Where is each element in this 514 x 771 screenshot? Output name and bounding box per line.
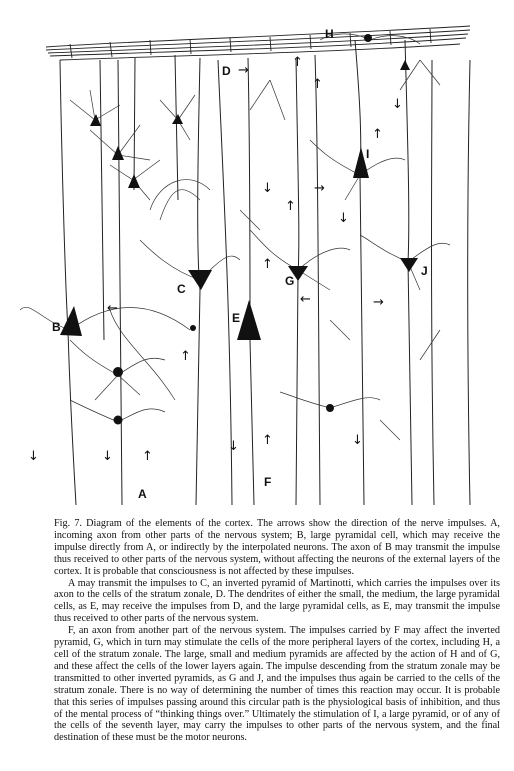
svg-text:↓: ↓ <box>228 439 239 454</box>
small-pyramid-3 <box>90 114 101 126</box>
cell-J <box>400 258 418 272</box>
caption-paragraph-3: F, an axon from another part of the nervous system. The impulses carried by F may affect the inverted pyramid, G, which in turn may stimulate the cells of the more peripheral layers of the cortex, including H, a cell of the stratum zonale. The large, small and medium pyramids are affected by the action of H and of G, and these affect the cells of the lower layers again. The impulse descending from the stratum zonale may be transmitted to other inverted pyramids, as G and J, and the impulses thus again be carried to the cells of the stratum zonale. There is no way of determining the number of times this reaction may occur. It is probable that this series of impulses passing around this circular path is the physiological basis of inhibition, and thus of the mental process of “thinking things over.” Ultimately the stimulation of I, a large pyramid, or of any of the cells of the seventh layer, may carry the impulses to other parts of the nervous system, and the final destination of these must be the motor neurons. <box>54 625 500 744</box>
caption-title: Fig. 7. Diagram of the elements of the cortex. <box>54 518 253 529</box>
label-I: I <box>366 147 370 161</box>
label-J: J <box>421 264 428 278</box>
label-H: H <box>325 27 334 41</box>
label-D: D <box>222 64 231 78</box>
cell-H <box>364 34 372 42</box>
svg-text:↓: ↓ <box>262 181 273 196</box>
small-pyramid-5 <box>400 60 410 70</box>
caption-paragraph-2: A may transmit the impulses to C, an inverted pyramid of Martinotti, which carries the impulses over its axon to the cells of the stratum zonale, D. The dendrites of either the small, the medium, the large pyramidal cells, as E, may receive the impulses from D, and the large pyramidal cells, as E, may transmit the impulse thus received to other parts of the nervous system. <box>54 577 500 625</box>
svg-text:↑: ↑ <box>262 257 273 272</box>
stratum-zonale <box>46 26 470 60</box>
svg-text:↑: ↑ <box>180 349 191 364</box>
svg-text:↓: ↓ <box>392 97 403 112</box>
cell-E <box>237 300 261 340</box>
svg-text:↑: ↑ <box>372 127 383 142</box>
svg-text:↓: ↓ <box>338 211 349 226</box>
interneuron-1 <box>113 367 123 377</box>
svg-text:→: → <box>373 295 384 310</box>
svg-text:↓: ↓ <box>102 449 113 464</box>
cell-B <box>60 306 82 336</box>
svg-text:↓: ↓ <box>352 433 363 448</box>
label-B: B <box>52 320 61 334</box>
svg-text:→: → <box>238 63 249 78</box>
caption-paragraph-1 <box>54 518 500 578</box>
svg-text:→: → <box>314 181 325 196</box>
svg-text:↑: ↑ <box>312 77 323 92</box>
figure-caption <box>54 518 500 744</box>
svg-text:↓: ↓ <box>28 449 39 464</box>
interneuron-2 <box>114 416 123 425</box>
svg-text:↑: ↑ <box>285 199 296 214</box>
figure-labels <box>52 27 428 501</box>
label-G: G <box>285 274 295 288</box>
interneuron-3 <box>326 404 334 412</box>
label-E: E <box>232 311 241 325</box>
dendrite-branches <box>20 34 450 440</box>
svg-text:↑: ↑ <box>142 449 153 464</box>
label-C: C <box>177 282 186 296</box>
svg-text:↑: ↑ <box>292 55 303 70</box>
small-pyramid-1 <box>112 146 124 160</box>
cell-bodies <box>60 34 418 425</box>
interneuron-4 <box>190 325 196 331</box>
svg-text:←: ← <box>300 292 311 307</box>
label-F: F <box>264 475 272 489</box>
caption-text-1: The arrows show the direction of the nerve impulses. A, incoming axon from other parts of the nervous system; B, large pyramidal cell, which may receive the impulse directly from A, or indirectly by the interpolated neurons. The axon of B may transmit the impulse thus received to other parts of the nervous system, without affecting the neurons of the external layers of the cortex. It is probable that consciousness is not affected by these impulses. <box>54 518 500 577</box>
svg-text:↑: ↑ <box>262 433 273 448</box>
cell-C <box>188 270 212 290</box>
label-A: A <box>138 487 147 501</box>
svg-text:←: ← <box>107 301 118 316</box>
